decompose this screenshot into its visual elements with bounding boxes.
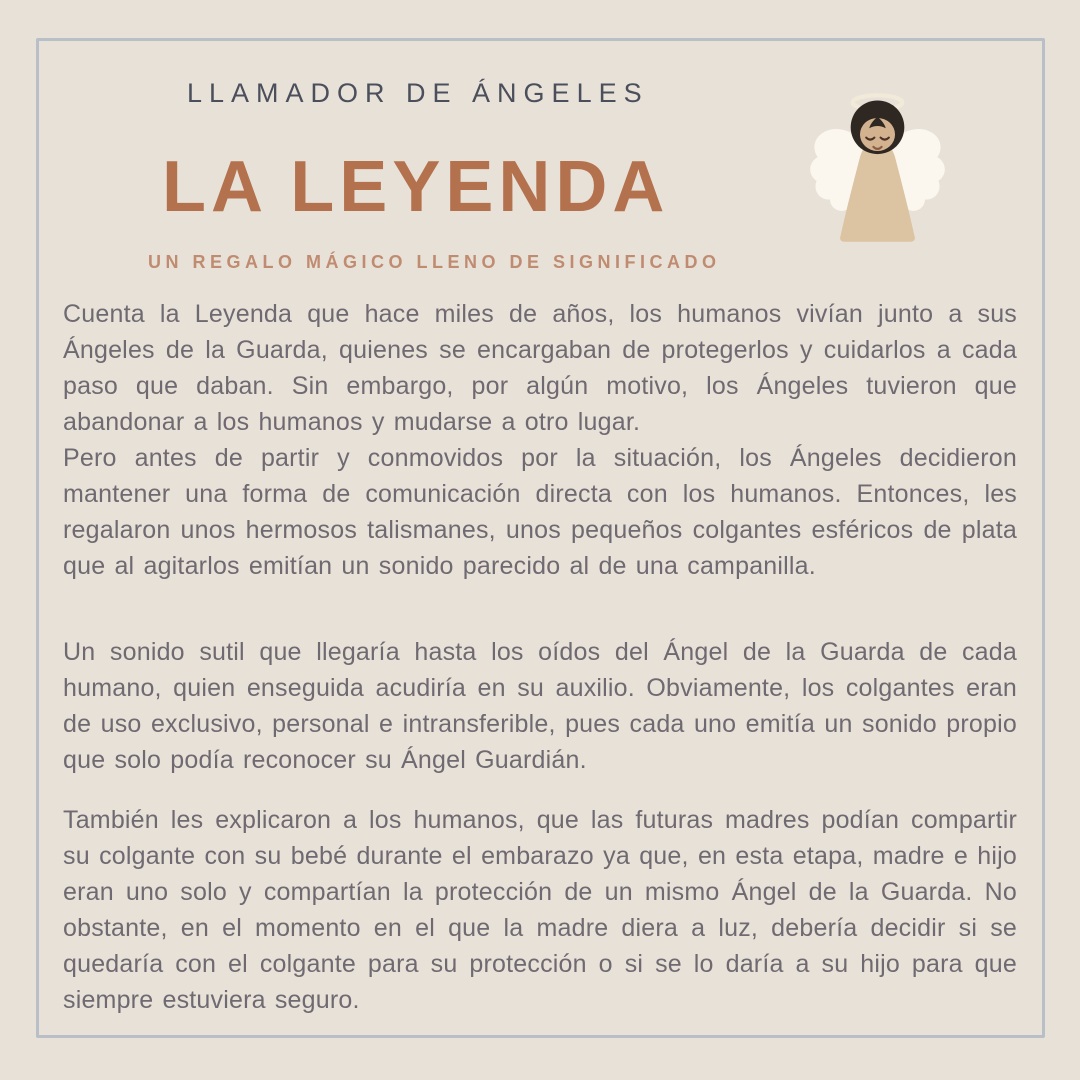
poster-kicker: LLAMADOR DE ÁNGELES bbox=[187, 78, 649, 108]
legend-paragraph-2: Pero antes de partir y conmovidos por la situación, los Ángeles decidieron mantener una forma de comunicación directa con los humanos. Entonces, les regalaron unos hermosos talismanes, unos pequeños colgantes esféricos de plata que al agitarlos emitían un sonido parecido al de una campanilla. bbox=[63, 444, 1017, 580]
legend-paragraph-4: También les explicaron a los humanos, que las futuras madres podían compartir su colgante con su bebé durante el embarazo ya que, en esta etapa, madre e hijo eran uno solo y compartían la protección de un mismo Ángel de la Guarda. No obstante, en el momento en el que la madre diera a luz, debería decidir si se quedaría con el colgante para su protección o si se lo daría a su hijo para que siempre estuviera seguro. bbox=[63, 806, 1017, 1014]
legend-paragraph-1: Cuenta la Leyenda que hace miles de años, los humanos vivían junto a sus Ángeles de la Guarda, quienes se encargaban de protegerlos y cuidarlos a cada paso que daban. Sin embargo, por algún motivo, los Ángeles tuvieron que abandonar a los humanos y mudarse a otro lugar. bbox=[63, 300, 1017, 436]
poster-subtitle: UN REGALO MÁGICO LLENO DE SIGNIFICADO bbox=[148, 252, 721, 272]
poster-title: LA LEYENDA bbox=[162, 147, 670, 227]
legend-text bbox=[63, 296, 1017, 1018]
angel-icon bbox=[795, 86, 960, 251]
legend-paragraph-3: Un sonido sutil que llegaría hasta los oídos del Ángel de la Guarda de cada humano, quien enseguida acudiría en su auxilio. Obviamente, los colgantes eran de uso exclusivo, personal e intransferible, pues cada uno emitía un sonido propio que solo podía reconocer su Ángel Guardián. bbox=[63, 638, 1017, 774]
